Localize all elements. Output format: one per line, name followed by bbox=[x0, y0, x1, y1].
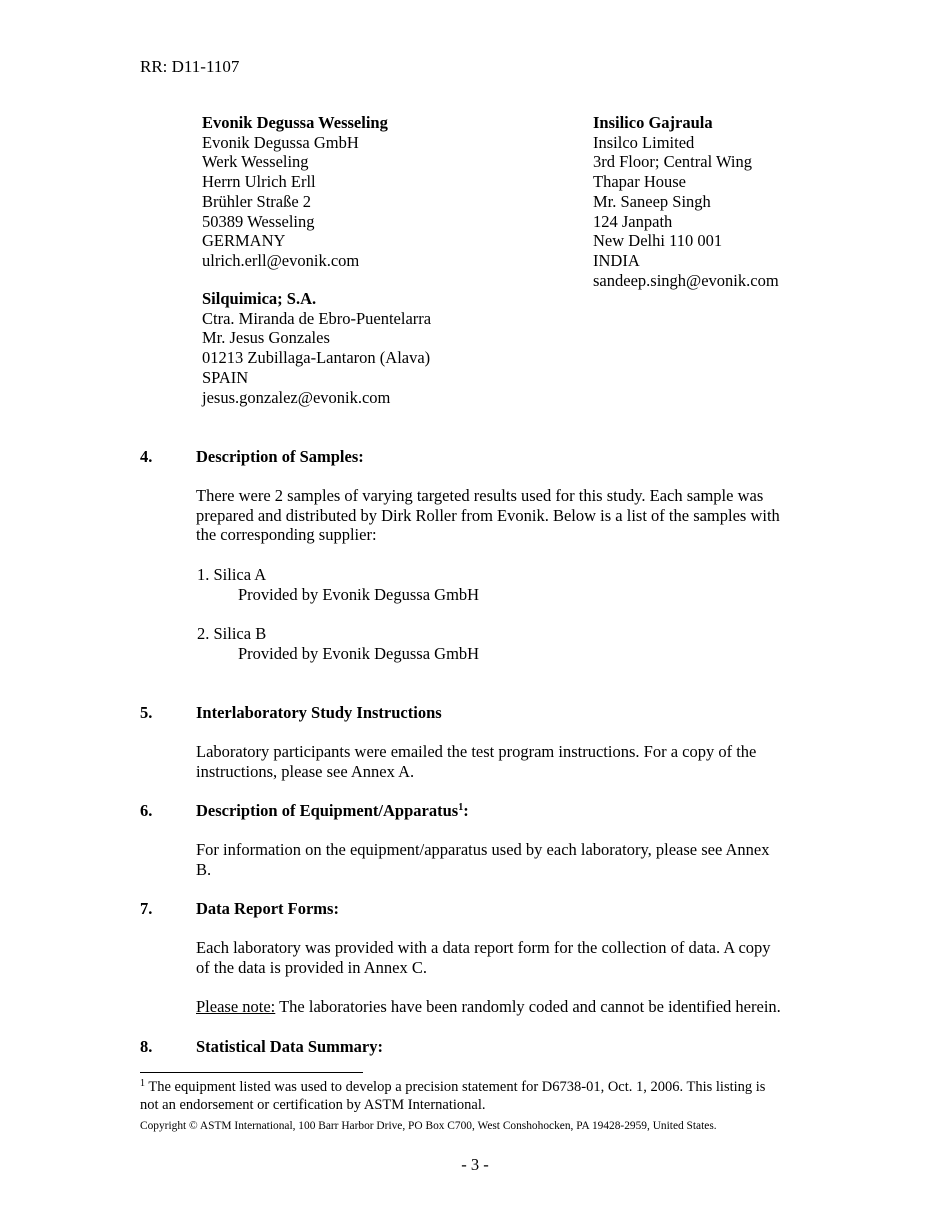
body-line: Laboratory participants were emailed the test program instructions. For a copy of the bbox=[196, 742, 757, 761]
section-title-statistical-data-summary: Statistical Data Summary: bbox=[196, 1037, 383, 1056]
section-title-description-of-samples: Description of Samples: bbox=[196, 447, 364, 466]
address-line: Thapar House bbox=[593, 172, 687, 192]
address-line: 3rd Floor; Central Wing bbox=[593, 152, 752, 172]
section-number-8: 8. bbox=[140, 1037, 153, 1056]
body-line: instructions, please see Annex A. bbox=[196, 761, 415, 781]
section-body-7 bbox=[196, 938, 816, 977]
address-line: 50389 Wesseling bbox=[202, 211, 315, 231]
section-number-7: 7. bbox=[140, 899, 153, 918]
address-line: 01213 Zubillaga-Lantaron (Alava) bbox=[202, 348, 431, 368]
address-email: jesus.gonzalez@evonik.com bbox=[202, 387, 391, 407]
address-email: ulrich.erll@evonik.com bbox=[202, 250, 360, 270]
address-line: SPAIN bbox=[202, 367, 249, 387]
section-number-5: 5. bbox=[140, 703, 153, 722]
note-text: The laboratories have been randomly coded and cannot be identified herein. bbox=[275, 997, 781, 1016]
address-line: Evonik Degussa GmbH bbox=[202, 132, 359, 152]
address-line: GERMANY bbox=[202, 231, 286, 251]
sample-provider: Provided by Evonik Degussa GmbH bbox=[238, 585, 480, 604]
section-number-4: 4. bbox=[140, 447, 153, 466]
address-line: Insilco Limited bbox=[593, 132, 695, 152]
section-body-6 bbox=[196, 840, 816, 879]
page-number: - 3 - bbox=[461, 1155, 489, 1174]
section-title-data-report-forms: Data Report Forms: bbox=[196, 899, 339, 918]
address-name: Evonik Degussa Wesseling bbox=[202, 113, 388, 132]
section-title-suffix: : bbox=[463, 801, 469, 820]
sample-provider: Provided by Evonik Degussa GmbH bbox=[238, 644, 480, 663]
section-number-6: 6. bbox=[140, 801, 153, 820]
report-id: RR: D11-1107 bbox=[140, 57, 240, 76]
body-line: the corresponding supplier: bbox=[196, 525, 377, 545]
address-line: Herrn Ulrich Erll bbox=[202, 172, 316, 192]
address-block-evonik-wesseling bbox=[202, 113, 388, 271]
address-name: Insilico Gajraula bbox=[593, 113, 713, 132]
footnote-reference: 1 bbox=[458, 802, 464, 813]
body-line: Each laboratory was provided with a data report form for the collection of data. A copy bbox=[196, 938, 771, 957]
address-line: New Delhi 110 001 bbox=[593, 231, 723, 251]
footnote bbox=[140, 1079, 765, 1114]
copyright-notice: Copyright © ASTM International, 100 Barr Harbor Drive, PO Box C700, West Conshohocken, PA 19428-2959, United States. bbox=[140, 1120, 717, 1132]
footnote-line: not an endorsement or certification by ASTM International. bbox=[140, 1096, 486, 1113]
address-block-insilico-gajraula bbox=[593, 113, 779, 290]
section-body-5 bbox=[196, 742, 816, 781]
body-line: prepared and distributed by Dirk Roller from Evonik. Below is a list of the samples with bbox=[196, 505, 780, 525]
section-title-text: Description of Equipment/Apparatus bbox=[196, 801, 459, 820]
footnote-divider bbox=[140, 1072, 363, 1073]
section-body-4 bbox=[196, 486, 816, 545]
body-line: B. bbox=[196, 859, 212, 879]
address-email: sandeep.singh@evonik.com bbox=[593, 270, 779, 290]
body-line: of the data is provided in Annex C. bbox=[196, 957, 427, 977]
section-title-interlaboratory-study-instructions: Interlaboratory Study Instructions bbox=[196, 703, 442, 722]
body-line: There were 2 samples of varying targeted results used for this study. Each sample was bbox=[196, 486, 764, 505]
address-line: INDIA bbox=[593, 250, 640, 270]
address-line: Werk Wesseling bbox=[202, 152, 309, 172]
address-block-silquimica bbox=[202, 289, 431, 407]
address-line: Ctra. Miranda de Ebro-Puentelarra bbox=[202, 308, 432, 328]
section-title-description-of-equipment bbox=[196, 801, 469, 821]
footnote-marker: 1 bbox=[140, 1078, 145, 1089]
sample-label: 2. Silica B bbox=[197, 624, 267, 643]
sample-label: 1. Silica A bbox=[197, 565, 267, 584]
note-label: Please note: bbox=[196, 997, 276, 1016]
address-line: Brühler Straße 2 bbox=[202, 191, 312, 211]
body-line: For information on the equipment/apparatus used by each laboratory, please see Annex bbox=[196, 840, 770, 859]
address-line: Mr. Jesus Gonzales bbox=[202, 328, 330, 348]
please-note bbox=[196, 997, 816, 1017]
address-line: 124 Janpath bbox=[593, 211, 673, 231]
address-name: Silquimica; S.A. bbox=[202, 289, 317, 308]
footnote-line: The equipment listed was used to develop a precision statement for D6738-01, Oct. 1, 2006. This listing is bbox=[145, 1079, 766, 1095]
address-line: Mr. Saneep Singh bbox=[593, 191, 711, 211]
